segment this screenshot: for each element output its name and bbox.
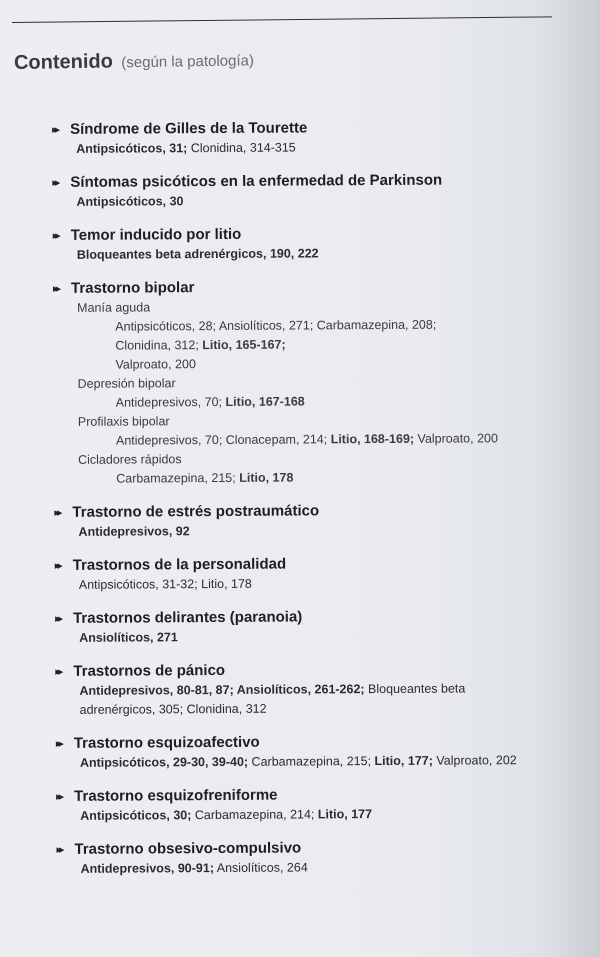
reference-line [55, 573, 595, 595]
reference-text: Litio, 177; [374, 753, 433, 769]
reference-text: Antipsicóticos, 29-30, 39-40; [79, 754, 249, 770]
double-arrow-icon: ▸▸ [52, 229, 58, 242]
reference-text: Litio, 165-167; [202, 337, 286, 353]
reference-text: Clonidina, 312; [115, 338, 203, 353]
entry-heading-label: Trastorno de estrés postraumático [72, 502, 320, 521]
reference-text: Antipsicóticos, 31-32; Litio, 178 [78, 576, 252, 592]
double-arrow-icon: ▸▸ [52, 282, 59, 295]
entry-heading-label: Temor inducido por litio [70, 225, 242, 244]
entry-heading-label: Trastornos de pánico [73, 661, 226, 680]
entry-heading-label: Trastornos de la personalidad [72, 555, 287, 574]
subsection-label: Depresión bipolar [77, 376, 176, 391]
reference-text: Bloqueantes beta [364, 681, 466, 697]
entry-heading-label: Trastorno bipolar [70, 279, 195, 297]
reference-text: Valproato, 202 [432, 753, 517, 768]
entry-heading-label: Trastorno esquizofreniforme [74, 786, 278, 805]
reference-text: Ansiolíticos, 271 [79, 630, 178, 645]
reference-text: Ansiolíticos, 264 [213, 860, 308, 876]
index-entry [54, 500, 594, 542]
entry-heading-label: Trastornos delirantes (paranoia) [72, 608, 303, 627]
reference-text: Antipsicóticos, 28; Ansiolíticos, 271; Carbamazepina, 208; [115, 317, 437, 334]
index-entry [53, 276, 594, 489]
double-arrow-icon: ▸▸ [52, 176, 58, 189]
reference-text: Litio, 178 [239, 470, 294, 485]
page-subtitle: (según la patología) [121, 52, 255, 72]
reference-text: Antipsicóticos, 30; [80, 808, 192, 823]
double-arrow-icon: ▸▸ [56, 790, 62, 803]
subsection-label: Cicladores rápidos [78, 452, 182, 467]
reference-text: adrenérgicos, 305; Clonidina, 312 [79, 701, 267, 717]
reference-text: Antidepresivos, 92 [78, 524, 190, 539]
reference-text: Litio, 167-168 [225, 394, 305, 409]
reference-line [55, 626, 595, 648]
reference-text: Antidepresivos, 90-91; [80, 861, 215, 876]
index-content [52, 117, 597, 893]
subsection-label: Profilaxis bipolar [77, 414, 170, 429]
entry-heading-label: Síndrome de Gilles de la Tourette [70, 119, 308, 138]
index-entry [56, 837, 596, 879]
double-arrow-icon: ▸▸ [54, 559, 60, 572]
double-arrow-icon: ▸▸ [55, 612, 61, 625]
page-header [14, 48, 254, 75]
reference-text: Carbamazepina, 215; [248, 754, 375, 769]
reference-text: Antidepresivos, 70; [115, 394, 226, 410]
entry-heading-label: Trastorno esquizoafectivo [73, 733, 260, 752]
reference-line [52, 137, 592, 159]
index-entry [55, 553, 595, 595]
reference-text: Antipsicóticos, 30 [76, 194, 184, 209]
index-entry [52, 117, 592, 159]
index-entry [53, 223, 593, 265]
reference-text: Carbamazepina, 214; [191, 807, 318, 823]
subsection-label: Manía aguda [77, 300, 151, 315]
index-entry [56, 784, 596, 826]
index-entry [52, 170, 592, 212]
reference-text: Litio, 168-169; [330, 431, 415, 447]
double-arrow-icon: ▸▸ [55, 665, 61, 678]
top-rule [12, 16, 552, 23]
reference-line [53, 243, 593, 265]
reference-line [54, 520, 594, 542]
subsection-reference-line [54, 467, 594, 489]
reference-text: Carbamazepina, 215; [116, 470, 240, 486]
reference-text: Antipsicóticos, 31; [76, 141, 188, 156]
reference-text: Clonidina, 314-315 [187, 140, 296, 156]
index-entry [56, 731, 596, 773]
double-arrow-icon: ▸▸ [55, 737, 61, 750]
reference-text: Litio, 177 [317, 807, 373, 822]
reference-text: Antidepresivos, 80-81, 87; Ansiolíticos, 261-262; [79, 682, 365, 698]
reference-text: Valproato, 200 [115, 357, 196, 372]
reference-text: Bloqueantes beta adrenérgicos, 190, 222 [76, 246, 319, 262]
reference-line [52, 190, 592, 212]
entry-heading-label: Trastorno obsesivo-compulsivo [74, 839, 302, 858]
reference-text: Antidepresivos, 70; Clonacepam, 214; [115, 432, 331, 448]
index-entry [55, 606, 595, 648]
double-arrow-icon: ▸▸ [52, 123, 58, 136]
double-arrow-icon: ▸▸ [56, 843, 62, 856]
reference-line [56, 804, 596, 826]
reference-line [57, 857, 597, 879]
reference-text: Valproato, 200 [414, 431, 498, 446]
reference-line [56, 698, 596, 720]
index-entry [55, 659, 595, 720]
page-title: Contenido [13, 50, 114, 74]
entry-heading-label: Síntomas psicóticos en la enfermedad de Parkinson [70, 171, 443, 191]
reference-line [56, 751, 596, 773]
double-arrow-icon: ▸▸ [54, 506, 60, 519]
